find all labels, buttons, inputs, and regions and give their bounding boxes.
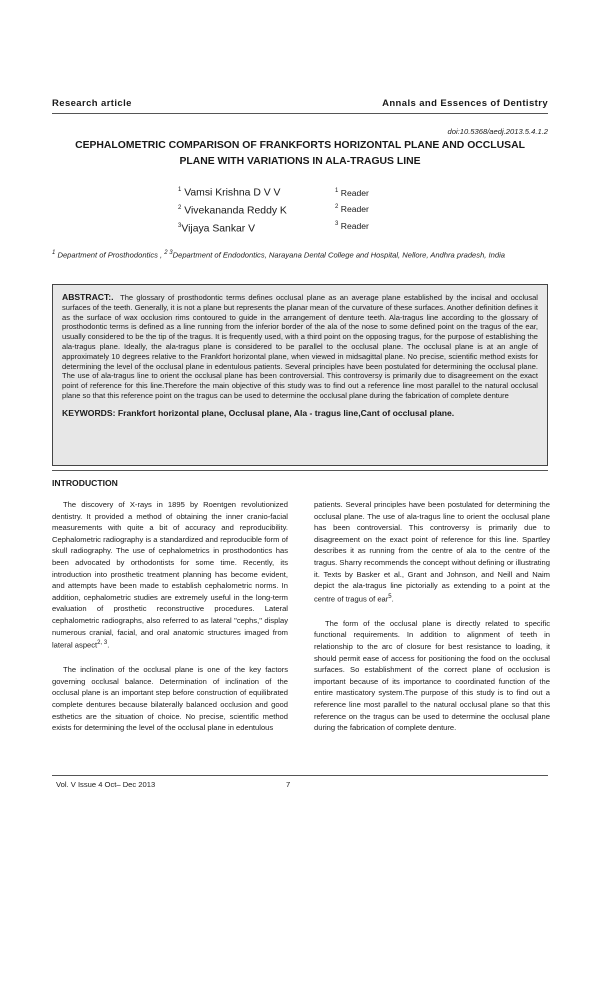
keywords: KEYWORDS: Frankfort horizontal plane, Occlusal plane, Ala - tragus line,Cant of occlusal plane. bbox=[62, 407, 455, 418]
right-paragraph-1-end: . bbox=[391, 594, 394, 604]
left-paragraph-1 bbox=[52, 499, 288, 651]
header-divider bbox=[52, 113, 548, 114]
role-1-label: Reader bbox=[340, 187, 369, 198]
journal-section-label: Research article bbox=[52, 98, 132, 109]
right-paragraph-2: The form of the occlusal plane is directly related to specific functional requirements. In addition to alignment of teeth in relationship to the arc of closure for best resistance to loading, it should permit ease of access for positioning the food on the occlusal surfaces. So establishment of the correct plane of occlusion is important because of its importance to coordinated function of the entire masticatory system.The purpose of this study is to find out a reference line most parallel to the natural occlusal plane so that this reference on the tragus can be used to determine the occlusal plane during the fabrication of complete denture. bbox=[314, 618, 550, 733]
author-2 bbox=[178, 201, 287, 219]
citation-2-3: 2, 3 bbox=[97, 640, 108, 647]
author-1 bbox=[178, 183, 287, 201]
author-3 bbox=[178, 219, 287, 237]
left-paragraph-1-end: . bbox=[107, 640, 110, 650]
role-2 bbox=[335, 200, 369, 216]
role-1 bbox=[335, 184, 369, 200]
role-3 bbox=[335, 217, 369, 233]
affiliation bbox=[52, 248, 548, 261]
abstract-text: The glossary of prosthodontic terms defines occlusal plane as an average plane established by the incisal and occlusal surfaces of the teeth. Generally, it is not a plane but represents the planar mean of the curvature of these surfaces. Another definition defines it as the surface of wax occlusion rims contoured to guide in the arrangement of denture teeth. Ala-tragus line according to the glossary of prosthodontic terms is defined as a line running from the inferior border of the ala of the nose to some defined point on the tragus of the ear, usually considered to be the tip of the tragus. It is frequently used, with a third point on the opposing tragus, for the purpose of establishing the ala-tragus plane. Ideally, the ala-tragus plane is considered to be parallel to the occlusal plane. The occlusal plane is at an angle of approximately 10 degrees relative to the Frankfort horizontal plane, when viewed in midsagittal plane. No precise, scientific method exists for determining the level of the occlusal plane in edentulous patients. Several principles have been postulated for determining the occlusal plane. The use of ala-tragus line to orient the occlusal plane has been controversial. This controversy is primarily due to disagreement on the exact point of reference for this line.Therefore the main objective of this study was to find out a reference line most parallel to the natural occlusal plane so that this reference point on the tragus can be used to determine the occlusal plane during the fabrication of complete denture bbox=[62, 293, 538, 400]
affil-sup-1: 1 bbox=[52, 250, 56, 256]
author-list bbox=[178, 183, 287, 237]
left-paragraph-2: The inclination of the occlusal plane is one of the key factors governing occlusal balance. Determination of inclination of the occlusal plane is an important step before construction of equilibrated complete dentures because bilaterally balanced occlusion and good esthetics are the situation of choice. No precise, scientific method exists for determining the level of the occlusal plane in edentulous bbox=[52, 665, 288, 733]
right-paragraph-1-text: patients. Several principles have been postulated for determining the occlusal plane. The use of ala-tragus line to orient the occlusal plane has been controversial. This controversy is primarily due to disagreement on the exact point of reference for this line. Spartley describes it as running from the centre of ala to the centre of the tragus. Sharry recommends the concept without defining or illustrating it. Texts by Basker et al., Grant and Johnson, and Neill and Naim depict the ala-tragus line pictorially as extending to a point at the centre of tragus of ear bbox=[314, 500, 550, 604]
journal-name: Annals and Essences of Dentistry bbox=[382, 98, 548, 109]
affil-sup-2: 2 3 bbox=[164, 250, 173, 256]
title-line-2: PLANE WITH VARIATIONS IN ALA-TRAGUS LINE bbox=[179, 156, 421, 167]
left-paragraph-1-text: The discovery of X-rays in 1895 by Roentgen revolutionized dentistry. It provided a method of obtaining the inner cranio-facial measurements with quite a bit of accuracy and reproducibility. Cephalometric radiography is a standardized and reproducible form of skull radiography. The use of cephalometrics in prosthodontics has been advocated by orthodontists for some time. Recently, its introduction into prosthetic treatment planning has become evident, and attempts have been made to establish cephalometric norms. In addition, cephalometric studies are extremely useful in the long-term evaluation of prosthetic reconstructive procedures. Lateral cephalometric radiographs, also referred to as lateral "cephs," display numerous cranial, facial, and oral anatomic structures imaged from lateral aspect bbox=[52, 500, 288, 650]
role-1-sup: 1 bbox=[335, 188, 339, 194]
citation-5: 5 bbox=[388, 593, 392, 600]
role-3-sup: 3 bbox=[335, 220, 339, 227]
right-column bbox=[314, 499, 550, 747]
title-line-1: CEPHALOMETRIC COMPARISON OF FRANKFORTS HORIZONTAL PLANE AND OCCLUSAL bbox=[75, 140, 525, 151]
affil-dept-1: Department of Prosthodontics , bbox=[57, 250, 163, 260]
doi-link[interactable]: doi:10.5368/aedj.2013.5.4.1.2 bbox=[447, 127, 548, 136]
section-divider bbox=[52, 470, 548, 471]
role-2-label: Reader bbox=[340, 204, 369, 215]
author-3-sup: 3 bbox=[178, 222, 182, 229]
footer-divider bbox=[52, 775, 548, 776]
left-column bbox=[52, 499, 288, 747]
page-number: 7 bbox=[286, 780, 291, 789]
article-title bbox=[52, 138, 548, 170]
abstract bbox=[62, 293, 538, 401]
role-2-sup: 2 bbox=[335, 204, 339, 211]
abstract-box bbox=[52, 284, 548, 466]
introduction-heading: INTRODUCTION bbox=[52, 478, 118, 488]
author-roles bbox=[335, 184, 369, 233]
issue-info: Vol. V Issue 4 Oct– Dec 2013 bbox=[56, 780, 156, 789]
right-paragraph-1 bbox=[314, 499, 550, 605]
author-3-name: Vijaya Sankar V bbox=[181, 223, 256, 235]
author-1-sup: 1 bbox=[178, 187, 182, 193]
author-2-name: Vivekananda Reddy K bbox=[184, 205, 287, 217]
author-2-sup: 2 bbox=[178, 204, 182, 211]
role-3-label: Reader bbox=[340, 220, 369, 231]
abstract-label: ABSTRACT:. bbox=[62, 292, 114, 302]
affil-dept-2: Department of Endodontics, Narayana Dental College and Hospital, Nellore, Andhra pradesh, India bbox=[172, 250, 505, 260]
author-1-name: Vamsi Krishna D V V bbox=[184, 187, 281, 199]
